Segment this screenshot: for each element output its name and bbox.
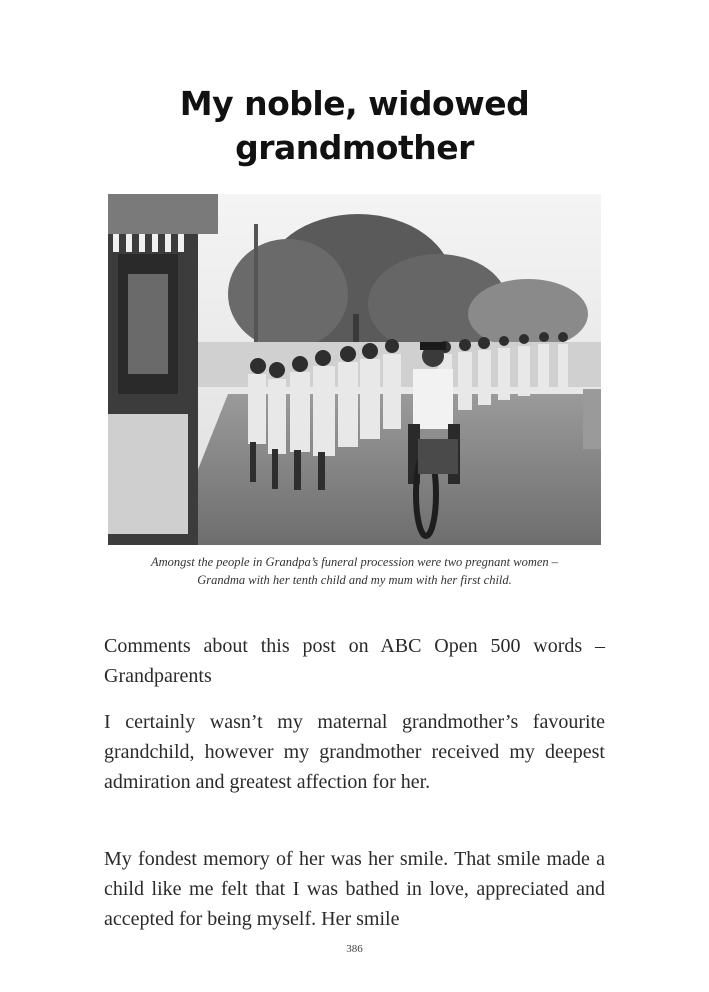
photo-caption xyxy=(104,553,605,589)
page-title: My noble, widowed grandmother xyxy=(179,84,530,167)
caption-line-1: Amongst the people in Grandpa’s funeral procession were two pregnant women – xyxy=(150,555,559,569)
funeral-procession-photo xyxy=(108,194,601,545)
caption-line-2: Grandma with her tenth child and my mum with her first child. xyxy=(197,573,512,587)
paragraph-1: Comments about this post on ABC Open 500 words – Grandparents xyxy=(104,635,605,687)
paragraph-2: I certainly wasn’t my maternal grandmother’s favourite grandchild, however my grandmother received my deepest admiration and greatest affection for her. xyxy=(104,711,605,793)
photo-illustration xyxy=(108,194,601,545)
page-number: 386 xyxy=(346,943,363,955)
paragraph-3: My fondest memory of her was her smile. That smile made a child like me felt that I was bathed in love, appreciated and accepted for being myself. Her smile xyxy=(104,848,605,930)
